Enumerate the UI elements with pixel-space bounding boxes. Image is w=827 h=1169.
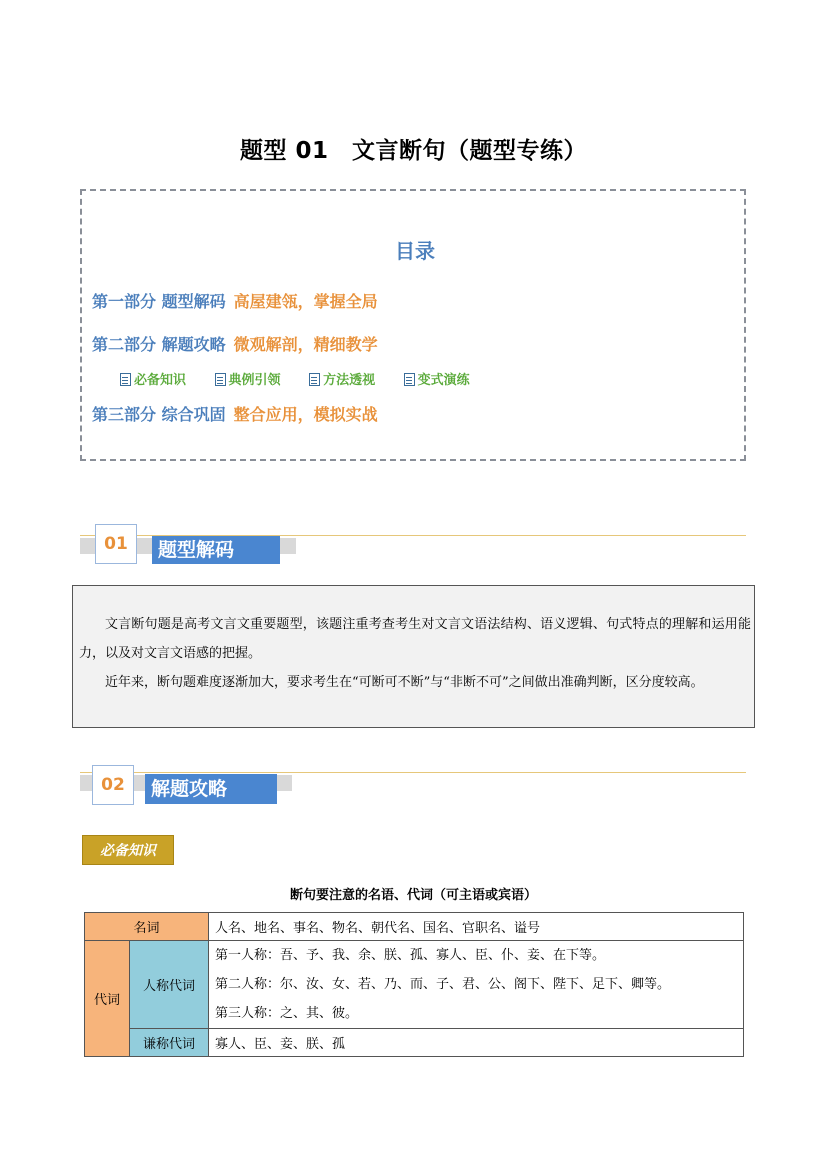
humble-pronoun-label-cell: 谦称代词 <box>130 1029 209 1057</box>
section-1-number: 01 <box>95 524 137 564</box>
document-icon <box>120 373 131 386</box>
humble-pronoun-value-cell: 寡人、臣、妾、朕、孤 <box>209 1029 744 1057</box>
toc-heading: 目录 <box>395 239 435 263</box>
table-caption: 断句要注意的名语、代词（可主语或宾语） <box>289 888 537 903</box>
toc-part-label: 第三部分 综合巩固 <box>92 405 226 424</box>
document-icon <box>309 373 320 386</box>
toc-part-slogan: 高屋建瓴，掌握全局 <box>233 292 378 311</box>
table-row <box>85 1029 744 1057</box>
document-icon <box>404 373 415 386</box>
essential-knowledge-badge: 必备知识 <box>82 835 174 865</box>
table-of-contents <box>80 189 746 461</box>
intro-paragraph: 文言断句题是高考文言文重要题型，该题注重考查考生对文言文语法结构、语义逻辑、句式特点的理解和运用能力，以及对文言文语感的把握。 <box>79 617 751 661</box>
table-row <box>85 913 744 941</box>
page-title: 题型 01 文言断句（题型专练） <box>239 138 587 164</box>
person-pronoun-cell <box>209 941 744 1029</box>
intro-paragraph: 近年来，断句题难度逐渐加大，要求考生在“可断可不断”与“非断不可”之间做出准确判断，区分度较高。 <box>105 675 704 690</box>
toc-part-1[interactable] <box>92 289 378 312</box>
person-line: 第三人称：之、其、彼。 <box>215 1006 359 1021</box>
noun-value-cell: 人名、地名、事名、物名、朝代名、国名、官职名、谥号 <box>209 913 744 941</box>
person-line: 第一人称：吾、予、我、余、朕、孤、寡人、臣、仆、妾、在下等。 <box>215 948 606 963</box>
toc-subitems <box>120 369 494 388</box>
section-2-label: 解题攻略 <box>145 774 277 804</box>
table-row <box>85 941 744 1029</box>
toc-part-slogan: 微观解剖，精细教学 <box>233 335 378 354</box>
toc-subitem[interactable]: 变式演练 <box>404 369 470 388</box>
toc-part-slogan: 整合应用，模拟实战 <box>233 405 378 424</box>
document-icon <box>215 373 226 386</box>
pronoun-table <box>84 912 744 1057</box>
person-line: 第二人称：尔、汝、女、若、乃、而、子、君、公、阁下、陛下、足下、卿等。 <box>215 977 671 992</box>
toc-subitem[interactable]: 典例引领 <box>215 369 281 388</box>
toc-part-label: 第二部分 解题攻略 <box>92 335 226 354</box>
toc-part-label: 第一部分 题型解码 <box>92 292 226 311</box>
intro-box <box>72 585 755 728</box>
section-1-label: 题型解码 <box>152 536 280 564</box>
section-2-number: 02 <box>92 765 134 805</box>
toc-subitem[interactable]: 必备知识 <box>120 369 186 388</box>
person-pronoun-label-cell: 人称代词 <box>130 941 209 1029</box>
toc-part-2[interactable] <box>92 332 378 355</box>
pronoun-label-cell: 代词 <box>85 941 130 1057</box>
toc-part-3[interactable] <box>92 402 378 425</box>
section-divider <box>80 772 746 773</box>
noun-label-cell: 名词 <box>85 913 209 941</box>
toc-subitem[interactable]: 方法透视 <box>309 369 375 388</box>
